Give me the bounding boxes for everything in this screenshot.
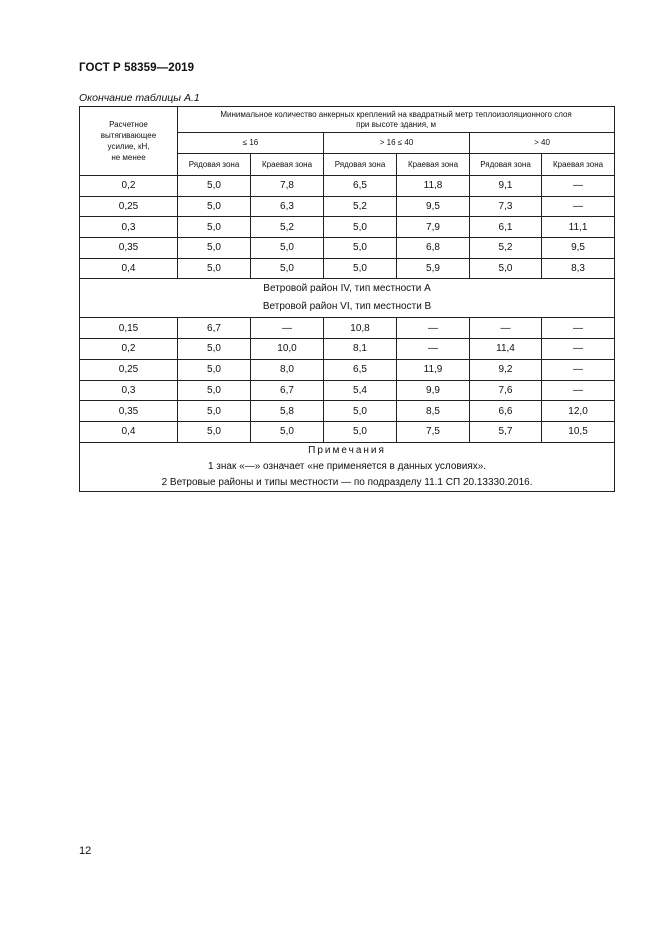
value-cell: 5,7 [470,421,542,442]
value-cell: 5,0 [178,238,251,259]
value-cell: 7,6 [470,380,542,401]
value-cell: — [470,318,542,339]
anchor-count-header: Минимальное количество анкерных креплений на квадратный метр теплоизоляционного слоя при высоте здания, м [178,107,615,133]
value-cell: 10,0 [251,339,324,360]
document-header: ГОСТ Р 58359—2019 [79,62,195,74]
region-line: Ветровой район VI, тип местности В [262,301,432,313]
value-cell: — [542,196,615,217]
value-cell: 5,0 [324,258,397,279]
value-cell: — [397,318,470,339]
value-cell: 9,9 [397,380,470,401]
value-cell: 5,0 [470,258,542,279]
value-cell: 9,2 [470,359,542,380]
region-row [80,279,615,318]
value-cell: 7,8 [251,176,324,197]
value-cell: 7,9 [397,217,470,238]
value-cell: 9,1 [470,176,542,197]
note-item: 1 знак «—» означает «не применяется в данных условиях». [207,460,487,472]
value-cell: 8,1 [324,339,397,360]
zone-header: Рядовая зона [470,154,542,176]
value-cell: 10,8 [324,318,397,339]
table-row [80,401,615,422]
force-cell: 0,4 [80,258,178,279]
table-row [80,359,615,380]
value-cell: 6,3 [251,196,324,217]
value-cell: — [397,339,470,360]
notes-title: Примечания [308,444,386,456]
value-cell: 5,0 [178,258,251,279]
value-cell: 5,0 [178,401,251,422]
force-cell: 0,4 [80,421,178,442]
notes-cell [80,442,615,491]
table-row [80,318,615,339]
force-cell: 0,25 [80,196,178,217]
value-cell: 5,0 [324,421,397,442]
value-cell: 8,0 [251,359,324,380]
value-cell: 6,6 [470,401,542,422]
value-cell: 12,0 [542,401,615,422]
table-row [80,339,615,360]
table-row [80,380,615,401]
table-row [80,238,615,259]
value-cell: 9,5 [542,238,615,259]
value-cell: 8,5 [397,401,470,422]
force-cell: 0,25 [80,359,178,380]
value-cell: — [542,318,615,339]
table-row [80,196,615,217]
note-item: 2 Ветровые районы и типы местности — по подразделу 11.1 СП 20.13330.2016. [161,476,533,488]
value-cell: 6,7 [251,380,324,401]
value-cell: 9,5 [397,196,470,217]
value-cell: 5,0 [178,176,251,197]
value-cell: 5,0 [251,238,324,259]
value-cell: 5,0 [178,380,251,401]
force-cell: 0,35 [80,401,178,422]
value-cell: 5,0 [251,258,324,279]
force-cell: 0,15 [80,318,178,339]
value-cell: 10,5 [542,421,615,442]
value-cell: 11,4 [470,339,542,360]
value-cell: 5,0 [178,339,251,360]
value-cell: 7,5 [397,421,470,442]
table-row [80,421,615,442]
value-cell: 5,8 [251,401,324,422]
region-cell [80,279,615,318]
force-cell: 0,2 [80,176,178,197]
region-line: Ветровой район IV, тип местности А [263,283,431,295]
force-cell: 0,3 [80,380,178,401]
value-cell: 5,9 [397,258,470,279]
force-column-header: Расчетное вытягивающее усилие, кН, не менее [80,107,178,176]
value-cell: 11,8 [397,176,470,197]
zone-header: Краевая зона [251,154,324,176]
value-cell: 5,0 [178,196,251,217]
value-cell: — [542,339,615,360]
value-cell: 6,5 [324,359,397,380]
height-group-header: > 16 ≤ 40 [324,133,470,154]
zone-header: Рядовая зона [178,154,251,176]
value-cell: 6,1 [470,217,542,238]
value-cell: 6,7 [178,318,251,339]
value-cell: 6,8 [397,238,470,259]
zone-header: Краевая зона [397,154,470,176]
anchor-table [79,106,615,492]
value-cell: 8,3 [542,258,615,279]
table-row [80,176,615,197]
table-row [80,217,615,238]
zone-header: Рядовая зона [324,154,397,176]
value-cell: 5,0 [178,359,251,380]
table-row [80,258,615,279]
notes-row [80,442,615,491]
value-cell: 5,2 [251,217,324,238]
value-cell: 5,0 [178,217,251,238]
value-cell: 5,0 [178,421,251,442]
height-group-header: ≤ 16 [178,133,324,154]
value-cell: 5,0 [324,238,397,259]
value-cell: — [542,176,615,197]
value-cell: 5,2 [324,196,397,217]
value-cell: 5,0 [324,401,397,422]
value-cell: — [542,359,615,380]
page-number: 12 [79,845,92,857]
height-group-header: > 40 [470,133,615,154]
value-cell: 11,1 [542,217,615,238]
value-cell: — [251,318,324,339]
table-caption: Окончание таблицы А.1 [79,92,200,104]
value-cell: 7,3 [470,196,542,217]
value-cell: 5,0 [324,217,397,238]
value-cell: 5,0 [251,421,324,442]
value-cell: 6,5 [324,176,397,197]
force-cell: 0,2 [80,339,178,360]
value-cell: — [542,380,615,401]
force-cell: 0,3 [80,217,178,238]
value-cell: 11,9 [397,359,470,380]
value-cell: 5,2 [470,238,542,259]
force-cell: 0,35 [80,238,178,259]
value-cell: 5,4 [324,380,397,401]
zone-header: Краевая зона [542,154,615,176]
